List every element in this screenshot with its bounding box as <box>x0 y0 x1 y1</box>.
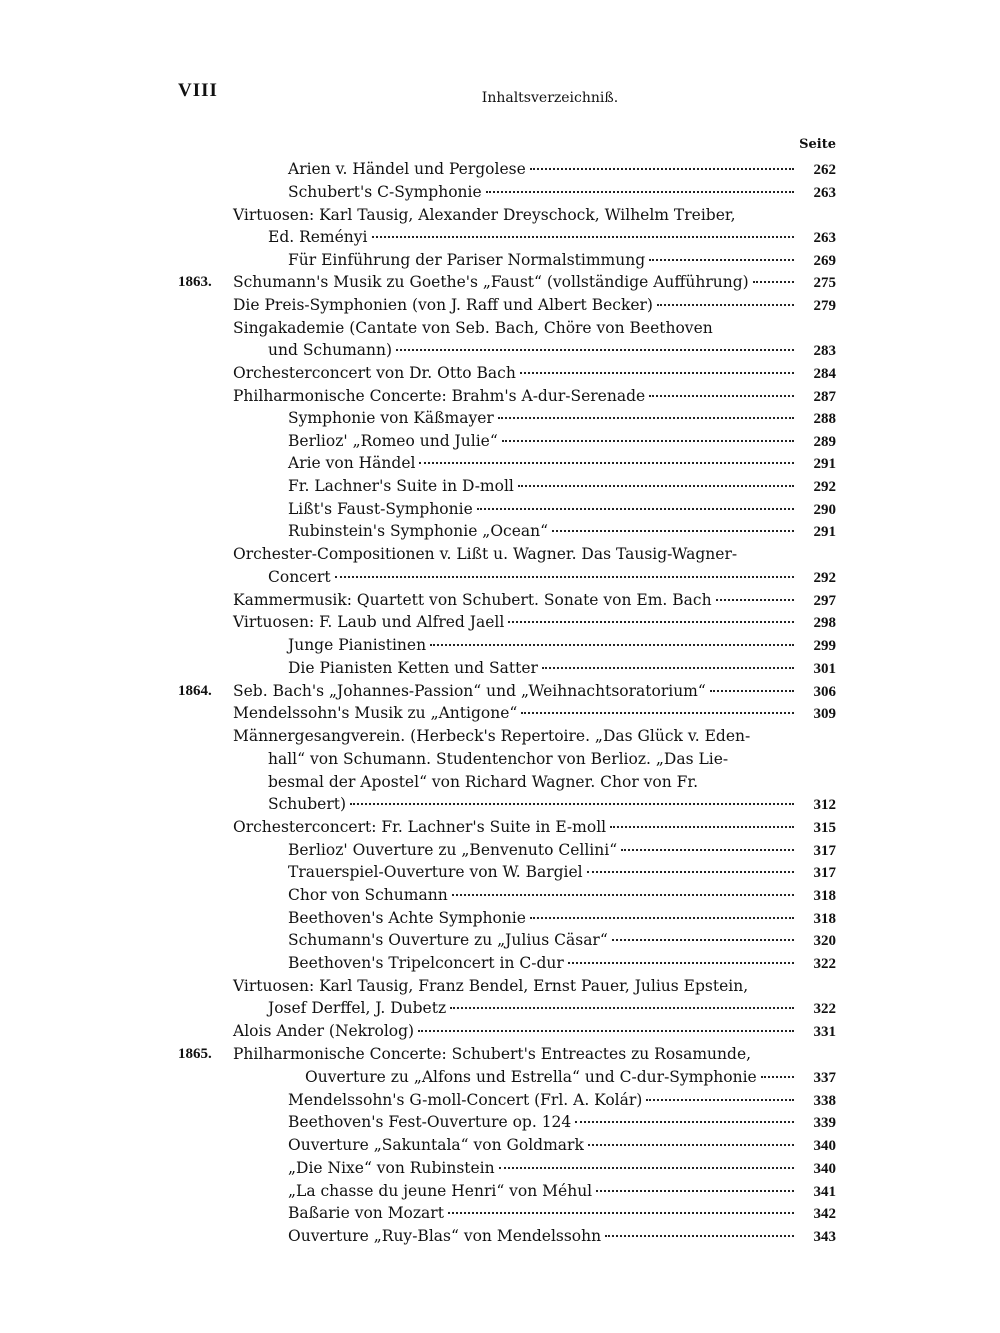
toc-entry-title: Schumann's Musik zu Goethe's „Faust“ (vollständige Aufführung) <box>233 273 749 291</box>
toc-entry <box>288 952 836 974</box>
toc-entry-title: Ed. Reményi <box>268 228 368 246</box>
toc-entry <box>288 249 836 271</box>
dot-leader <box>530 917 794 919</box>
dot-leader <box>502 440 794 442</box>
toc-entry-title: „La chasse du jeune Henri“ von Méhul <box>288 1182 593 1200</box>
dot-leader <box>621 849 794 851</box>
toc-page-number: 287 <box>813 389 836 405</box>
toc-page-number: 309 <box>813 706 836 722</box>
dot-leader <box>575 1121 794 1123</box>
toc-entry <box>233 204 836 226</box>
toc-page-number: 275 <box>813 275 836 291</box>
toc-entry-title: Schubert's C-Symphonie <box>288 183 482 201</box>
toc-entry-title: Singakademie (Cantate von Seb. Bach, Chöre von Beethoven <box>233 319 713 337</box>
toc-page-number: 292 <box>813 570 836 586</box>
toc-entry-title: Die Pianisten Ketten und Satter <box>288 659 538 677</box>
toc-entry-title: Beethoven's Achte Symphonie <box>288 909 526 927</box>
toc-page-number: 338 <box>813 1093 836 1109</box>
dot-leader <box>542 667 794 669</box>
toc-entry-title: Philharmonische Concerte: Schubert's Entreactes zu Rosamunde, <box>233 1045 752 1063</box>
toc-entry-title: Virtuosen: Karl Tausig, Alexander Dreyschock, Wilhelm Treiber, <box>233 206 736 224</box>
toc-year: 1863. <box>178 274 212 290</box>
toc-entry-title: Junge Pianistinen <box>288 636 427 654</box>
toc-entry-title: Lißt's Faust-Symphonie <box>288 500 473 518</box>
toc-entry <box>288 1134 836 1156</box>
toc-page-number: 343 <box>813 1229 836 1245</box>
toc-page-number: 341 <box>813 1184 836 1200</box>
toc-entry-title: Ouverture zu „Alfons und Estrella“ und C-dur-Symphonie <box>305 1068 757 1086</box>
toc-entry <box>288 1202 836 1224</box>
toc-entry <box>268 566 836 588</box>
toc-entry <box>288 907 836 929</box>
toc-entry-title: Ouverture „Sakuntala“ von Goldmark <box>288 1136 584 1154</box>
dot-leader <box>518 485 794 487</box>
toc-page-number: 342 <box>813 1206 836 1222</box>
toc-page-number: 340 <box>813 1138 836 1154</box>
toc-page-number: 312 <box>813 797 836 813</box>
toc-page-number: 299 <box>813 638 836 654</box>
toc-entry-title: Die Preis-Symphonien (von J. Raff und Albert Becker) <box>233 296 653 314</box>
page-number: VIII <box>178 80 218 101</box>
toc-entry <box>178 680 836 702</box>
toc-entry-title: Chor von Schumann <box>288 886 448 904</box>
toc-entry <box>305 1066 836 1088</box>
toc-year: 1864. <box>178 683 212 699</box>
toc-page-number: 269 <box>813 253 836 269</box>
toc-entry-title: Kammermusik: Quartett von Schubert. Sonate von Em. Bach <box>233 591 712 609</box>
toc-entry <box>233 294 836 316</box>
toc-entry <box>288 430 836 452</box>
dot-leader <box>552 530 794 532</box>
toc-entry-title: Rubinstein's Symphonie „Ocean“ <box>288 522 549 540</box>
toc-entry <box>233 816 836 838</box>
toc-entry-title: Philharmonische Concerte: Brahm's A-dur-Serenade <box>233 387 646 405</box>
toc-entry <box>288 498 836 520</box>
toc-entry-title: Mendelssohn's G-moll-Concert (Frl. A. Kolár) <box>288 1091 643 1109</box>
toc-entry <box>233 543 836 565</box>
toc-page-number: 318 <box>813 888 836 904</box>
toc-entry <box>268 771 836 793</box>
dot-leader <box>649 259 794 261</box>
toc-page-number: 292 <box>813 479 836 495</box>
toc-page-number: 301 <box>813 661 836 677</box>
toc-page-number: 306 <box>813 684 836 700</box>
toc-entry-title: Virtuosen: F. Laub und Alfred Jaell <box>233 613 505 631</box>
toc-entry-title: Beethoven's Tripelconcert in C-dur <box>288 954 564 972</box>
dot-leader <box>477 508 794 510</box>
toc-page-number: 289 <box>813 434 836 450</box>
toc-entry-title: Orchesterconcert: Fr. Lachner's Suite in E-moll <box>233 818 607 836</box>
toc-entry-title: Josef Derffel, J. Dubetz <box>268 999 447 1017</box>
toc-page-number: 339 <box>813 1115 836 1131</box>
running-title: Inhaltsverzeichniß. <box>481 90 619 106</box>
dot-leader <box>396 349 794 351</box>
toc-entry <box>288 634 836 656</box>
toc-page-number: 284 <box>813 366 836 382</box>
dot-leader <box>710 690 794 692</box>
toc-entry-title: Schumann's Ouverture zu „Julius Cäsar“ <box>288 931 608 949</box>
toc-entry <box>288 1180 836 1202</box>
dot-leader <box>521 712 794 714</box>
toc-page-number: 298 <box>813 615 836 631</box>
toc-entry <box>288 1157 836 1179</box>
toc-page-number: 315 <box>813 820 836 836</box>
toc-entry <box>288 1225 836 1247</box>
toc-page-number: 317 <box>813 843 836 859</box>
toc-entry <box>233 702 836 724</box>
toc-entry <box>288 475 836 497</box>
toc-entry-title: Symphonie von Käßmayer <box>288 409 494 427</box>
toc-page-number: 318 <box>813 911 836 927</box>
dot-leader <box>520 372 794 374</box>
toc-entry <box>288 520 836 542</box>
dot-leader <box>716 599 794 601</box>
toc-entry-title: Arien v. Händel und Pergolese <box>288 160 526 178</box>
toc-entry-title: Virtuosen: Karl Tausig, Franz Bendel, Ernst Pauer, Julius Epstein, <box>233 977 749 995</box>
dot-leader <box>452 894 794 896</box>
toc-entry <box>268 793 836 815</box>
toc-entry <box>288 452 836 474</box>
toc-entry-title: hall“ von Schumann. Studentenchor von Berlioz. „Das Lie- <box>268 750 729 768</box>
toc-entry-title: Baßarie von Mozart <box>288 1204 444 1222</box>
toc-entry-title: Arie von Händel <box>288 454 416 472</box>
toc-entry <box>178 271 836 293</box>
toc-page-number: 340 <box>813 1161 836 1177</box>
toc-entry <box>233 1020 836 1042</box>
toc-entry-title: Fr. Lachner's Suite in D-moll <box>288 477 514 495</box>
toc-page-number: 291 <box>813 456 836 472</box>
toc-entry-title: Orchesterconcert von Dr. Otto Bach <box>233 364 516 382</box>
dot-leader <box>430 644 794 646</box>
dot-leader <box>596 1190 794 1192</box>
toc-entry-title: besmal der Apostel“ von Richard Wagner. Chor von Fr. <box>268 773 699 791</box>
toc-entry <box>288 884 836 906</box>
toc-entry <box>233 589 836 611</box>
toc-entry-title: Schubert) <box>268 795 347 813</box>
dot-leader <box>761 1076 794 1078</box>
dot-leader <box>486 191 794 193</box>
dot-leader <box>418 1030 794 1032</box>
toc-entry <box>233 611 836 633</box>
dot-leader <box>612 939 794 941</box>
toc-entry-title: „Die Nixe“ von Rubinstein <box>288 1159 495 1177</box>
toc-page-number: 331 <box>813 1024 836 1040</box>
toc-entry-title: Concert <box>268 568 331 586</box>
toc-entry-title: Berlioz' „Romeo und Julie“ <box>288 432 498 450</box>
toc-entry <box>233 385 836 407</box>
toc-entry-title: Alois Ander (Nekrolog) <box>233 1022 415 1040</box>
toc-entry-title: Für Einführung der Pariser Normalstimmung <box>288 251 646 269</box>
toc-entry-title: Trauerspiel-Ouverture von W. Bargiel <box>288 863 583 881</box>
toc-entry <box>288 657 836 679</box>
toc-page-number: 262 <box>813 162 836 178</box>
dot-leader <box>610 826 794 828</box>
toc-entry <box>288 1111 836 1133</box>
toc-entry <box>268 339 836 361</box>
dot-leader <box>605 1235 794 1237</box>
toc-page-number: 290 <box>813 502 836 518</box>
toc-entry-title: Beethoven's Fest-Ouverture op. 124 <box>288 1113 572 1131</box>
dot-leader <box>498 417 794 419</box>
toc-page-number: 291 <box>813 524 836 540</box>
toc-entry-title: Berlioz' Ouverture zu „Benvenuto Cellini“ <box>288 841 618 859</box>
toc-page-number: 263 <box>813 230 836 246</box>
toc-entry <box>233 362 836 384</box>
toc-entry-title: Orchester-Compositionen v. Lißt u. Wagner. Das Tausig-Wagner- <box>233 545 738 563</box>
dot-leader <box>508 621 794 623</box>
dot-leader <box>568 962 794 964</box>
toc-page-number: 337 <box>813 1070 836 1086</box>
dot-leader <box>419 462 794 464</box>
dot-leader <box>530 168 794 170</box>
dot-leader <box>350 803 794 805</box>
column-label-seite: Seite <box>799 137 836 152</box>
dot-leader <box>450 1007 794 1009</box>
dot-leader <box>372 236 794 238</box>
dot-leader <box>335 576 794 578</box>
toc-entry <box>233 725 836 747</box>
toc-page-number: 320 <box>813 933 836 949</box>
toc-entry <box>178 1043 836 1065</box>
dot-leader <box>646 1099 794 1101</box>
toc-entry-title: Ouverture „Ruy-Blas“ von Mendelssohn <box>288 1227 602 1245</box>
toc-entry <box>288 839 836 861</box>
dot-leader <box>448 1212 794 1214</box>
toc-entry <box>288 158 836 180</box>
toc-entry <box>288 181 836 203</box>
toc-entry <box>288 407 836 429</box>
dot-leader <box>587 871 794 873</box>
toc-entry <box>288 929 836 951</box>
toc-entry-title: Mendelssohn's Musik zu „Antigone“ <box>233 704 518 722</box>
toc-entry <box>268 226 836 248</box>
dot-leader <box>753 281 794 283</box>
toc-entry-title: Männergesangverein. (Herbeck's Repertoire. „Das Glück v. Eden- <box>233 727 751 745</box>
toc-entry <box>233 975 836 997</box>
toc-page-number: 317 <box>813 865 836 881</box>
toc-year: 1865. <box>178 1046 212 1062</box>
toc-page-number: 322 <box>813 1001 836 1017</box>
toc-entry <box>233 317 836 339</box>
dot-leader <box>649 395 794 397</box>
toc-entry <box>288 861 836 883</box>
dot-leader <box>588 1144 794 1146</box>
toc-entry <box>288 1089 836 1111</box>
dot-leader <box>499 1167 794 1169</box>
toc-page-number: 283 <box>813 343 836 359</box>
toc-entry-title: Seb. Bach's „Johannes-Passion“ und „Weihnachtsoratorium“ <box>233 682 706 700</box>
toc-entry-title: und Schumann) <box>268 341 393 359</box>
toc-page-number: 279 <box>813 298 836 314</box>
dot-leader <box>657 304 794 306</box>
toc-entry <box>268 997 836 1019</box>
toc-page-number: 288 <box>813 411 836 427</box>
toc-page-number: 297 <box>813 593 836 609</box>
toc-page-number: 322 <box>813 956 836 972</box>
toc-page-number: 263 <box>813 185 836 201</box>
toc-entry <box>268 748 836 770</box>
